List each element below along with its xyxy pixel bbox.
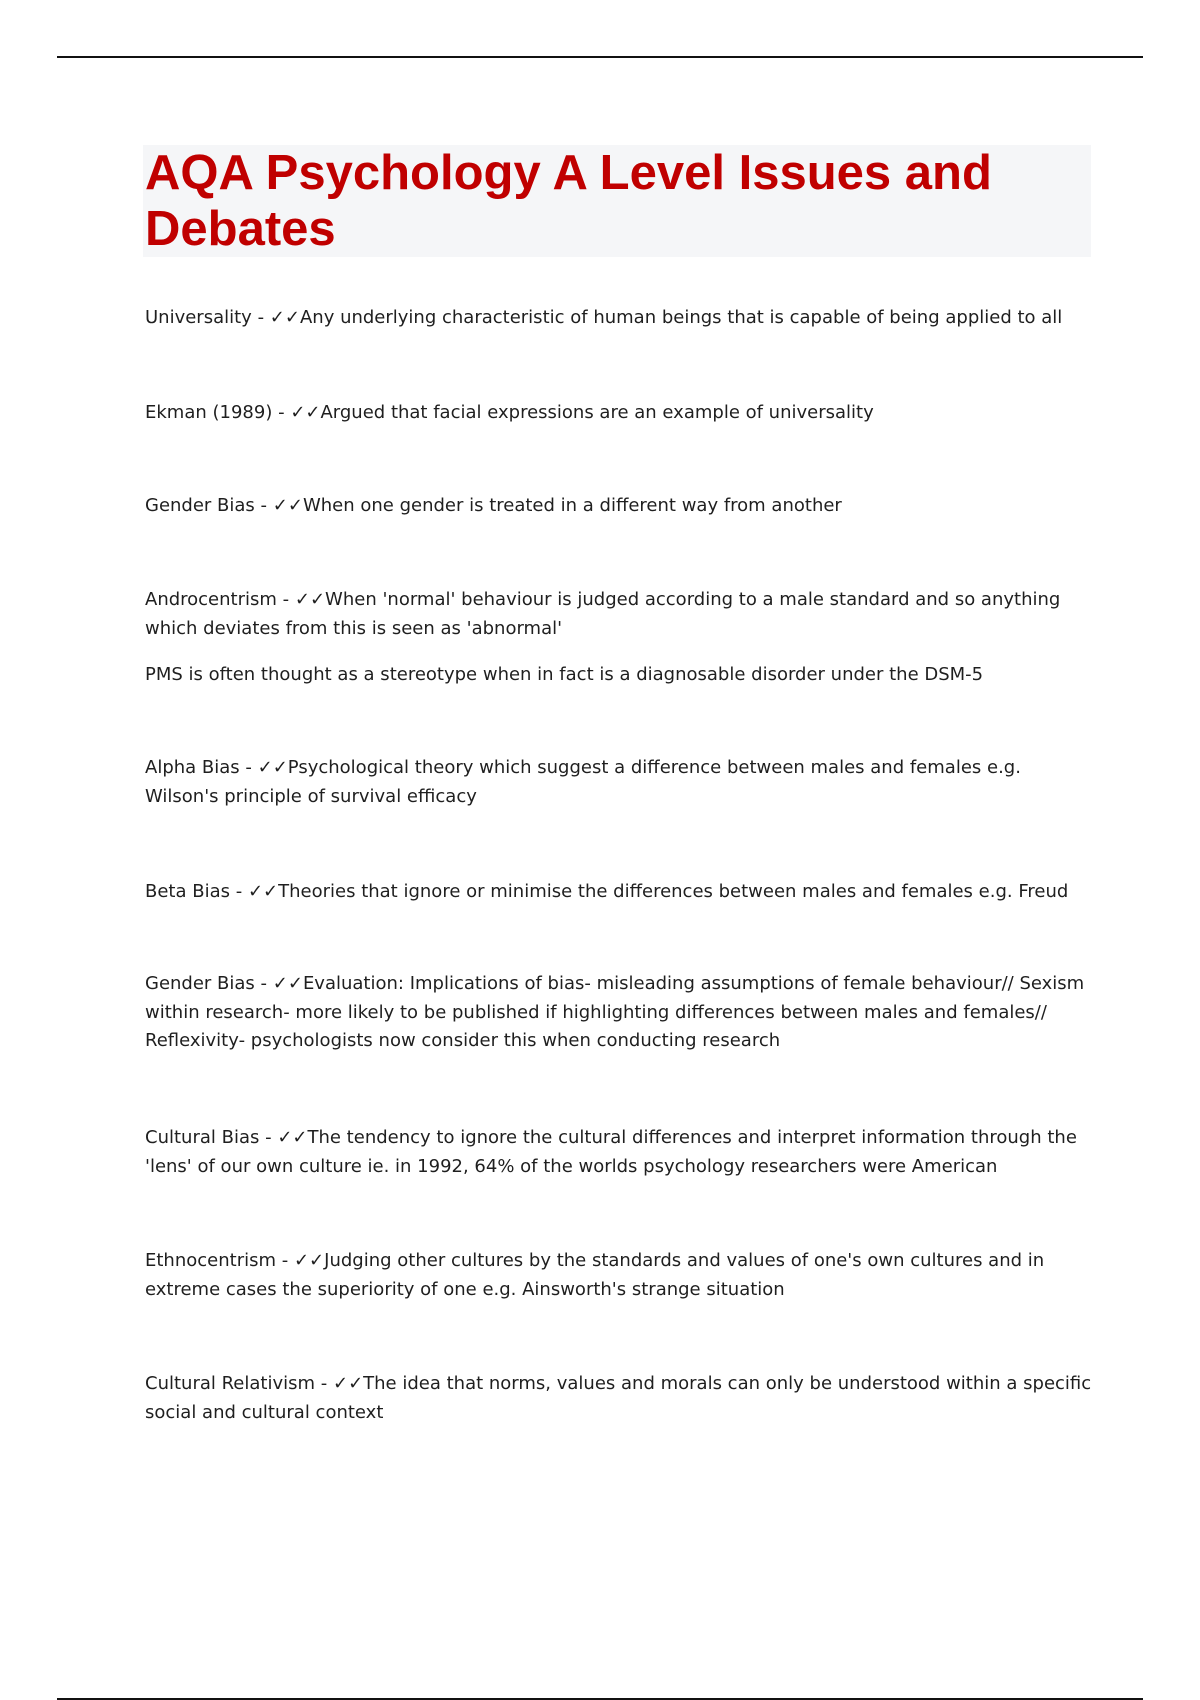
entry-term: Universality	[145, 307, 252, 328]
entry-term: Alpha Bias	[145, 757, 240, 778]
entry-ethnocentrism	[145, 1247, 1095, 1304]
top-divider	[57, 56, 1143, 58]
entry-androcentrism-note: PMS is often thought as a stereotype when in fact is a diagnosable disorder under the DSM-5	[145, 664, 984, 685]
double-check-icon: ✓✓	[257, 757, 288, 778]
entry-beta-bias	[145, 878, 1095, 907]
entry-definition: When 'normal' behaviour is judged according to a male standard and so anything which deviates from this is seen as 'abnormal'	[145, 589, 1061, 639]
entry-separator: -	[254, 973, 273, 994]
entry-definition: Psychological theory which suggest a difference between males and females e.g. Wilson's principle of survival efficacy	[145, 757, 1021, 807]
double-check-icon: ✓✓	[269, 307, 300, 328]
entry-cultural-bias	[145, 1124, 1095, 1181]
entry-universality	[145, 304, 1095, 333]
double-check-icon: ✓✓	[272, 973, 303, 994]
entry-androcentrism	[145, 586, 1095, 643]
entry-term: Cultural Bias	[145, 1127, 260, 1148]
entry-ekman	[145, 399, 1095, 428]
entry-separator: -	[315, 1373, 333, 1394]
entry-definition: Theories that ignore or minimise the differences between males and females e.g. Freud	[278, 881, 1069, 902]
entry-definition: Argued that facial expressions are an example of universality	[320, 402, 874, 423]
entry-separator: -	[254, 495, 273, 516]
entry-separator: -	[276, 589, 295, 610]
entry-separator: -	[272, 402, 291, 423]
entry-gender-bias	[145, 492, 1095, 521]
entry-term: Ekman (1989)	[145, 402, 273, 423]
entry-term: Ethnocentrism	[145, 1250, 277, 1271]
double-check-icon: ✓✓	[272, 495, 303, 516]
double-check-icon: ✓✓	[290, 402, 321, 423]
entry-definition: When one gender is treated in a different way from another	[302, 495, 842, 516]
entry-term: Beta Bias	[145, 881, 230, 902]
entry-definition: Judging other cultures by the standards and values of one's own cultures and in extreme cases the superiority of one e.g. Ainsworth's strange situation	[145, 1250, 1045, 1300]
entry-separator: -	[251, 307, 270, 328]
double-check-icon: ✓✓	[293, 1250, 325, 1271]
entry-term: Cultural Relativism	[145, 1373, 316, 1394]
entry-separator: -	[239, 757, 258, 778]
entry-definition: Evaluation: Implications of bias- misleading assumptions of female behaviour// Sexism within research- more likely to be published if highlighting differences between males and females// Reflexivity- psychologists now consider this when conducting research	[145, 973, 1085, 1051]
double-check-icon: ✓✓	[294, 589, 326, 610]
double-check-icon: ✓✓	[277, 1127, 308, 1148]
entry-term: Androcentrism	[145, 589, 277, 610]
entry-separator: -	[276, 1250, 294, 1271]
entry-definition: The tendency to ignore the cultural differences and interpret information through the 'lens' of our own culture ie. in 1992, 64% of the worlds psychology researchers were American	[145, 1127, 1077, 1177]
double-check-icon: ✓✓	[332, 1373, 364, 1394]
document-title: AQA Psychology A Level Issues and Debates	[145, 146, 992, 256]
entry-definition: Any underlying characteristic of human beings that is capable of being applied to all	[299, 307, 1063, 328]
entry-cultural-relativism	[145, 1370, 1095, 1427]
entry-separator: -	[259, 1127, 278, 1148]
entry-gender-bias-evaluation	[145, 970, 1095, 1056]
entry-definition: The idea that norms, values and morals can only be understood within a specific social and cultural context	[145, 1373, 1092, 1423]
entry-separator: -	[230, 881, 248, 902]
entry-term: Gender Bias	[145, 495, 255, 516]
double-check-icon: ✓✓	[247, 881, 279, 902]
entry-alpha-bias	[145, 754, 1095, 811]
title-banner	[143, 145, 1091, 257]
entry-term: Gender Bias	[145, 973, 255, 994]
